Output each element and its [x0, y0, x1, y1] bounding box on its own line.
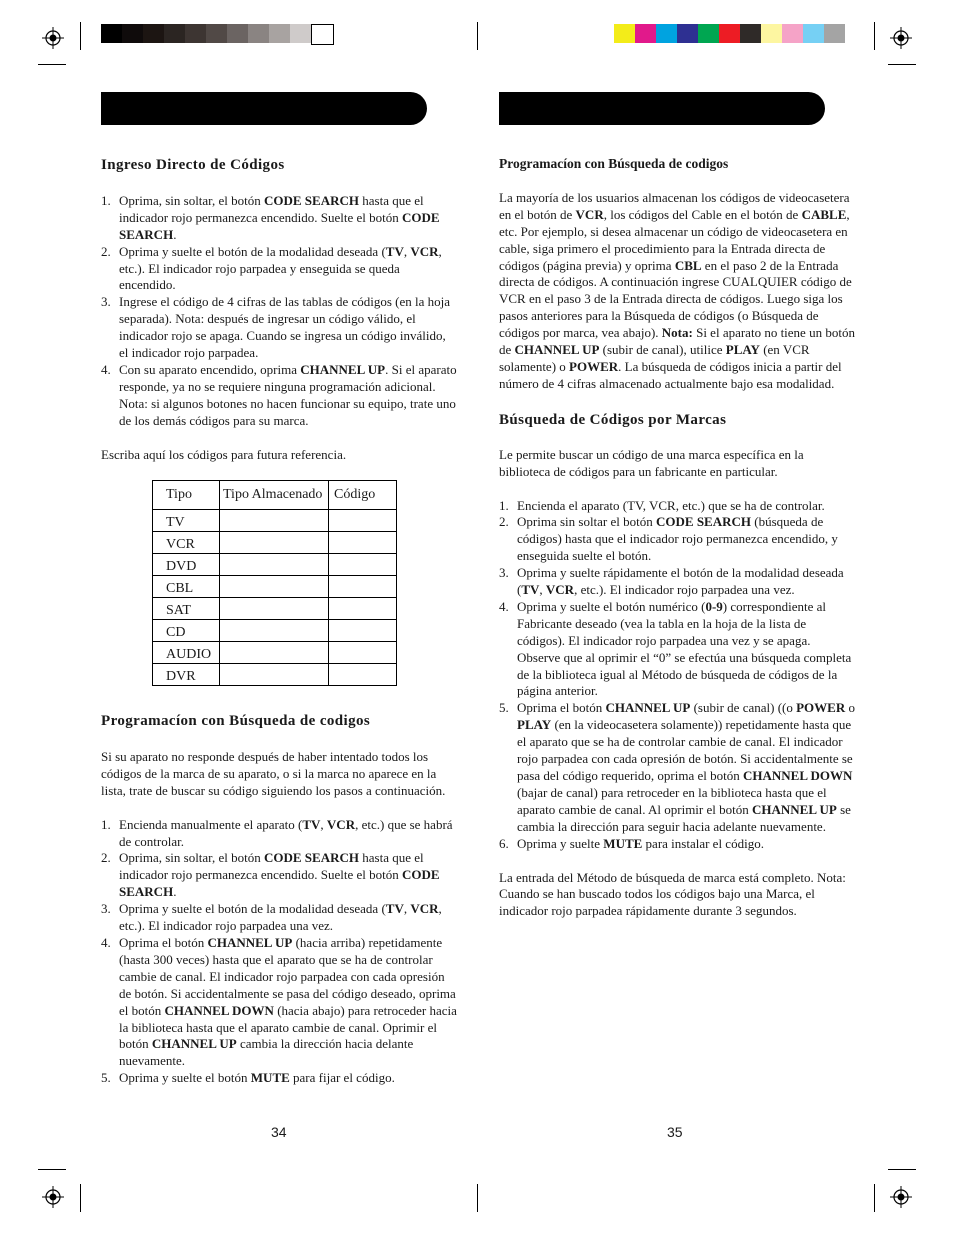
step-number: 4. [101, 361, 111, 377]
page-number: 34 [271, 1124, 287, 1140]
step-text: Oprima y suelte el botón numérico (0-9) correspondiente al Fabricante deseado (vea la tabla en la hoja de la lista de códigos). El indicador rojo parpadea una vez y se apaga. Observe que al oprimir el “0” se efectúa una búsqueda completa de la biblioteca igual al Método de búsqueda de códigos de la página anterior. [517, 598, 852, 699]
step-text: Oprima y suelte el botón de la modalidad deseada (TV, VCR, etc.). El indicador rojo parpadea y enseguida se queda encendido. [119, 243, 442, 293]
table-header-codigo: Código [329, 481, 397, 510]
step-number: 4. [101, 934, 111, 950]
table-row [153, 620, 397, 642]
list-item [101, 817, 457, 851]
list-item [499, 514, 857, 565]
table-header-almacenado: Tipo Almacenado [220, 481, 329, 510]
table-row [153, 664, 397, 686]
color-swatch [614, 24, 635, 43]
section-heading: Búsqueda de Códigos por Marcas [499, 411, 727, 428]
color-swatch [740, 24, 761, 43]
stored-type-cell[interactable] [220, 620, 329, 642]
registration-mark-icon [42, 27, 64, 49]
list-item [499, 599, 857, 700]
step-text: Encienda manualmente el aparato (TV, VCR, etc.) que se habrá de controlar. [119, 816, 453, 849]
step-number: 5. [499, 700, 509, 716]
left-column [101, 157, 457, 464]
code-cell[interactable] [329, 554, 397, 576]
color-swatch [269, 24, 290, 43]
color-swatch [635, 24, 656, 43]
device-type-cell: CBL [153, 576, 220, 598]
code-cell[interactable] [329, 642, 397, 664]
step-text: Encienda el aparato (TV, VCR, etc.) que se ha de controlar. [517, 497, 825, 513]
intro-text: Si su aparato no responde después de haber intentado todos los códigos de la marca de su aparato, o si la marca no aparece en la lista, trate de buscar su código siguiendo los pasos a continuación. [101, 748, 446, 798]
right-header-band [499, 92, 825, 125]
table-row [153, 510, 397, 532]
table-row [153, 598, 397, 620]
color-swatch [698, 24, 719, 43]
code-reference-table [152, 480, 397, 686]
step-text: Oprima y suelte el botón MUTE para fijar el código. [119, 1070, 395, 1086]
code-cell[interactable] [329, 532, 397, 554]
list-item [101, 294, 457, 362]
device-type-cell: VCR [153, 532, 220, 554]
color-swatch [143, 24, 164, 43]
color-swatch [206, 24, 227, 43]
step-number: 3. [499, 565, 509, 581]
color-swatch [719, 24, 740, 43]
step-text: Ingrese el código de 4 cifras de las tablas de códigos (en la hoja separada). Nota: después de ingresar un código válido, el indicador rojo se apaga. Cuando se ingresa un código inválido, el indicador rojo parpadea. [119, 294, 451, 361]
step-number: 1. [101, 816, 111, 832]
section-heading: Ingreso Directo de Códigos [101, 157, 285, 173]
list-item [499, 836, 857, 853]
left-header-band [101, 92, 427, 125]
table-row [153, 642, 397, 664]
table-row [153, 532, 397, 554]
step-text: Oprima, sin soltar, el botón CODE SEARCH hasta que el indicador rojo permanezca encendido. Suelte el botón CODE SEARCH. [119, 850, 440, 900]
step-number: 3. [101, 294, 111, 310]
color-swatch [782, 24, 803, 43]
note-text: Escriba aquí los códigos para futura referencia. [101, 446, 347, 462]
code-cell[interactable] [329, 598, 397, 620]
page-number: 35 [667, 1124, 683, 1140]
color-swatch [803, 24, 824, 43]
color-swatch [290, 24, 311, 43]
registration-mark-icon [42, 1186, 64, 1208]
right-column [499, 156, 857, 920]
steps-list [101, 817, 457, 1088]
color-swatch [824, 24, 845, 43]
step-number: 6. [499, 835, 509, 851]
steps-list [101, 193, 457, 430]
list-item [101, 244, 457, 295]
list-item [101, 362, 457, 430]
stored-type-cell[interactable] [220, 554, 329, 576]
color-swatch [761, 24, 782, 43]
color-swatch [248, 24, 269, 43]
list-item [499, 565, 857, 599]
device-type-cell: DVR [153, 664, 220, 686]
step-number: 4. [499, 598, 509, 614]
step-number: 2. [499, 514, 509, 530]
step-text: Con su aparato encendido, oprima CHANNEL UP. Si el aparato responde, ya no se requiere ninguna programación adicional. Nota: si algunos botones no hacen funcionar su equipo, trate uno de los demás códigos para su marca. [119, 361, 457, 428]
registration-mark-icon [890, 1186, 912, 1208]
device-type-cell: AUDIO [153, 642, 220, 664]
code-cell[interactable] [329, 576, 397, 598]
table-row [153, 576, 397, 598]
stored-type-cell[interactable] [220, 532, 329, 554]
code-cell[interactable] [329, 510, 397, 532]
list-item [101, 193, 457, 244]
body-text: La mayoría de los usuarios almacenan los códigos de videocasetera en el botón de VCR, los códigos del Cable en el botón de CABLE, etc. Por ejemplo, si desea almacenar un código de videocasetera en cable, siga primero el procedimiento para la Entrada directa de códigos (página previa) y oprima CBL en el paso 2 de la Entrada directa de códigos. A continuación ingrese CUALQUIER código de VCR en el paso 3 de la Entrada directa de códigos. Luego siga los pasos anteriores para la Búsqueda de códigos (o Búsqueda de códigos por marca, vea abajo). Nota: Si el aparato no tiene un botón de CHANNEL UP (subir de canal), utilice PLAY (en VCR solamente) o POWER. La búsqueda de códigos inicia a partir del número de 4 cifras almacenado actualmente bajo esa modalidad. [499, 189, 855, 391]
color-swatch [101, 24, 122, 43]
color-swatch [164, 24, 185, 43]
list-item [101, 935, 457, 1070]
stored-type-cell[interactable] [220, 576, 329, 598]
color-swatch [656, 24, 677, 43]
stored-type-cell[interactable] [220, 642, 329, 664]
table-header-tipo: Tipo [153, 481, 220, 510]
list-item [499, 498, 857, 515]
list-item [499, 700, 857, 835]
list-item [101, 901, 457, 935]
step-number: 2. [101, 243, 111, 259]
color-swatch [185, 24, 206, 43]
step-number: 2. [101, 850, 111, 866]
code-cell[interactable] [329, 620, 397, 642]
section-heading: Programacíon con Búsqueda de codigos [101, 713, 371, 729]
color-swatch [311, 24, 334, 45]
steps-list [499, 498, 857, 853]
list-item [101, 1070, 457, 1087]
table-row [153, 554, 397, 576]
step-text: Oprima, sin soltar, el botón CODE SEARCH hasta que el indicador rojo permanezca encendido. Suelte el botón CODE SEARCH. [119, 192, 440, 242]
step-text: Oprima y suelte el botón de la modalidad deseada (TV, VCR, etc.). El indicador rojo parpadea una vez. [119, 901, 442, 934]
step-text: Oprima el botón CHANNEL UP (subir de canal) ((o POWER o PLAY (en la videocasetera solamente)) repetidamente hasta que el aparato que se ha de controlar cambie de canal. El indicador rojo parpadea con cada opresión de botón. Si accidentalmente se pasa del código requerido, oprima el botón CHANNEL DOWN (bajar de canal) para retroceder en la biblioteca hasta que el aparato cambie de canal. Al oprimir el botón CHANNEL UP se cambia la dirección para seguir hacia adelante nuevamente. [517, 700, 855, 834]
color-swatch [227, 24, 248, 43]
stored-type-cell[interactable] [220, 598, 329, 620]
code-cell[interactable] [329, 664, 397, 686]
step-text: Oprima y suelte MUTE para instalar el código. [517, 835, 764, 851]
color-swatch [677, 24, 698, 43]
device-type-cell: CD [153, 620, 220, 642]
step-number: 5. [101, 1070, 111, 1086]
intro-text: Le permite buscar un código de una marca específica en la biblioteca de códigos para un fabricante en particular. [499, 446, 804, 479]
device-type-cell: SAT [153, 598, 220, 620]
step-text: Oprima sin soltar el botón CODE SEARCH (búsqueda de códigos) hasta que el indicador rojo permanezca encendido, y enseguida suelte el botón. [517, 514, 838, 564]
left-column-lower [101, 713, 457, 1087]
registration-mark-icon [890, 27, 912, 49]
stored-type-cell[interactable] [220, 510, 329, 532]
section-heading: Programacíon con Búsqueda de codigos [499, 156, 729, 171]
step-text: Oprima el botón CHANNEL UP (hacia arriba) repetidamente (hasta 300 veces) hasta que el aparato que se ha de controlar cambie de canal. El indicador rojo parpadea con cada opresión de botón. Si accidentalmente se pasa del código deseado, oprima el botón CHANNEL DOWN (hacia abajo) para retroceder hacia la biblioteca hasta que el aparato cambie de canal. Oprimir el botón CHANNEL UP cambia la dirección hacia delante nuevamente. [119, 934, 457, 1069]
outro-text: La entrada del Método de búsqueda de marca está completo. Nota: Cuando se han buscado todos los códigos bajo una Marca, el indicador rojo parpadea rápidamente durante 3 segundos. [499, 869, 846, 919]
stored-type-cell[interactable] [220, 664, 329, 686]
step-text: Oprima y suelte rápidamente el botón de la modalidad deseada (TV, VCR, etc.). El indicador rojo parpadea una vez. [517, 565, 844, 598]
step-number: 3. [101, 901, 111, 917]
color-swatch [122, 24, 143, 43]
step-number: 1. [499, 497, 509, 513]
device-type-cell: TV [153, 510, 220, 532]
step-number: 1. [101, 192, 111, 208]
list-item [101, 850, 457, 901]
device-type-cell: DVD [153, 554, 220, 576]
